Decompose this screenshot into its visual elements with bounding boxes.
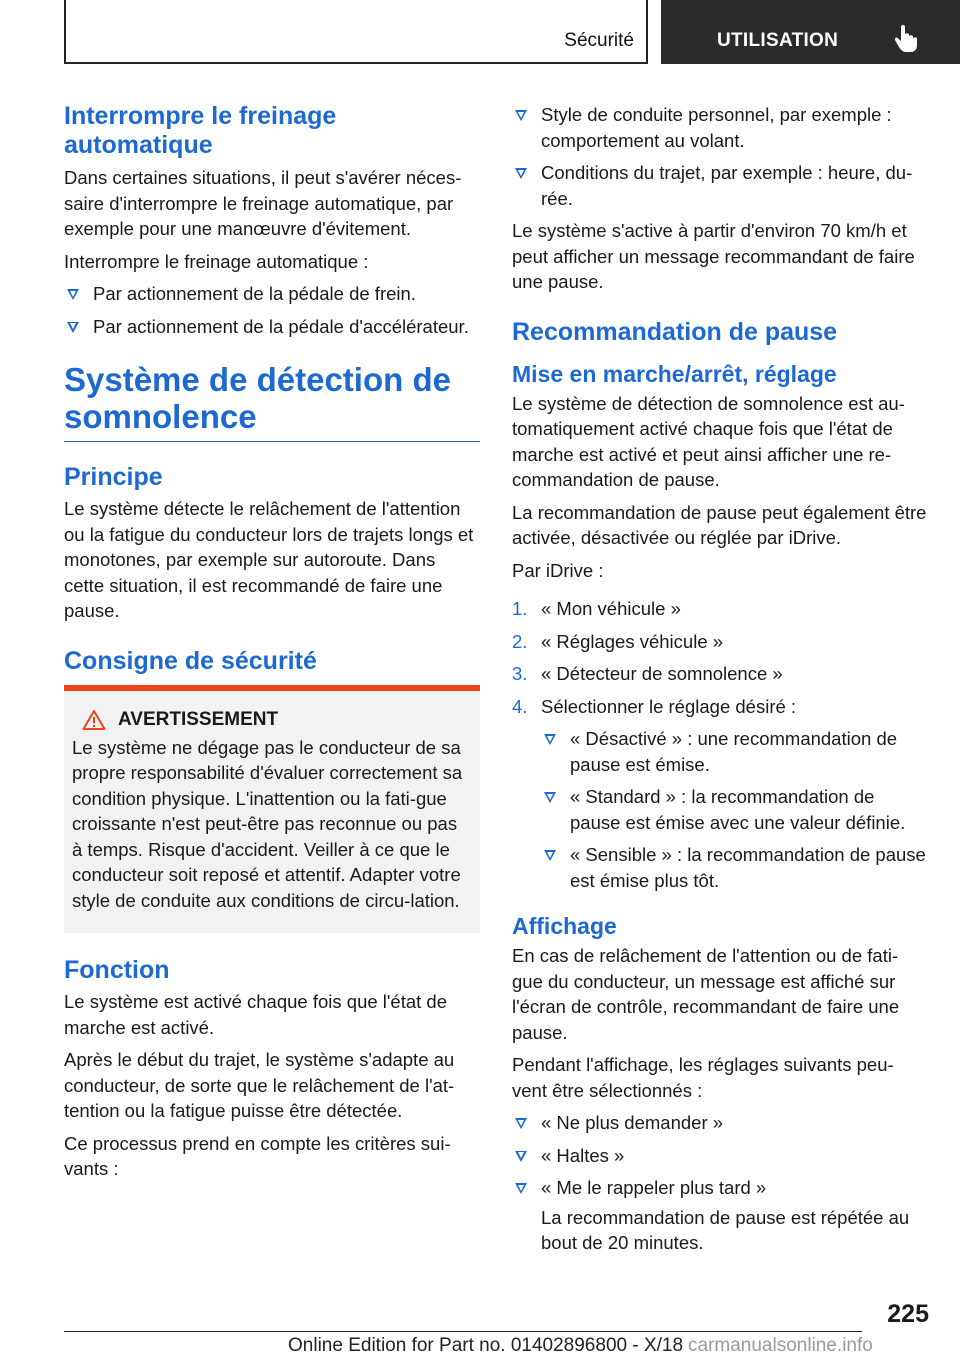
list-item bbox=[541, 784, 928, 835]
right-column bbox=[512, 102, 928, 1263]
step-item bbox=[512, 596, 928, 622]
list-item bbox=[64, 314, 480, 340]
header-tab bbox=[661, 0, 960, 64]
heading-recommandation: Recommandation de pause bbox=[512, 317, 838, 346]
step-text: « Mon véhicule » bbox=[541, 598, 681, 619]
triangle-bullet-icon bbox=[67, 289, 79, 300]
warning-title-text: AVERTISSEMENT bbox=[118, 708, 279, 730]
triangle-bullet-icon bbox=[67, 322, 79, 333]
step-item bbox=[512, 694, 928, 894]
list-item bbox=[64, 281, 480, 307]
step-number: 4. bbox=[512, 695, 528, 717]
step-number: 2. bbox=[512, 630, 528, 652]
list-item-text: Par actionnement de la pédale de frein. bbox=[93, 283, 416, 304]
paragraph-active: Le système s'active à partir d'environ 70 km/h et peut afficher un message recommandant de faire une pause. bbox=[512, 220, 915, 292]
steps-list bbox=[512, 596, 928, 893]
triangle-bullet-icon bbox=[515, 168, 527, 179]
list-item-text: « Standard » : la recommandation de pause est émise avec une valeur définie. bbox=[570, 786, 906, 833]
list-item-text: Style de conduite personnel, par exemple : comportement au volant. bbox=[541, 104, 892, 151]
list-item-text: « Sensible » : la recommandation de pause est émise plus tôt. bbox=[570, 844, 926, 891]
warning-title bbox=[72, 709, 472, 731]
paragraph-affichage-1: En cas de relâchement de l'attention ou de fati-gue du conducteur, un message est affiché sur l'écran de contrôle, recommandant de faire une pause. bbox=[512, 945, 900, 1043]
list-criteres bbox=[512, 102, 928, 211]
list-item-text: « Me le rappeler plus tard » bbox=[541, 1177, 767, 1198]
list-item bbox=[541, 842, 928, 893]
list-item bbox=[541, 726, 928, 777]
list-affichage bbox=[512, 1110, 928, 1201]
list-item-text: « Désactivé » : une recommandation de pause est émise. bbox=[570, 728, 898, 775]
triangle-bullet-icon bbox=[515, 1183, 527, 1194]
header-tab-label: UTILISATION bbox=[717, 30, 839, 51]
paragraph-fonction-1: Le système est activé chaque fois que l'état de marche est activé. bbox=[64, 991, 448, 1038]
paragraph-affichage-2: Pendant l'affichage, les réglages suivants peu-vent être sélectionnés : bbox=[512, 1054, 894, 1101]
paragraph-mise-1: Le système de détection de somnolence est au-tomatiquement activé chaque fois que l'état de marche est activé et peut ainsi afficher une re-commandation de pause. bbox=[512, 392, 905, 490]
triangle-bullet-icon bbox=[515, 1151, 527, 1162]
triangle-bullet-icon bbox=[515, 110, 527, 121]
paragraph-principe: Le système détecte le relâchement de l'attention ou la fatigue du conducteur lors de trajets longs et monotones, par exemple sur autoroute. Dans cette situation, il est recommandé de faire une pause. bbox=[64, 498, 474, 621]
header-section-title: Sécurité bbox=[564, 30, 634, 51]
triangle-bullet-icon bbox=[515, 1118, 527, 1129]
heading-fonction: Fonction bbox=[64, 956, 170, 984]
heading-rule bbox=[64, 441, 480, 442]
paragraph-mise-2: La recommandation de pause peut également être activée, désactivée ou réglée par iDrive. bbox=[512, 501, 927, 548]
substeps-list bbox=[541, 726, 928, 893]
list-item bbox=[512, 1143, 928, 1169]
heading-interrompre: Interrompre le freinage automatique bbox=[64, 102, 337, 159]
footer-edition: Online Edition for Part no. 01402896800 - X/18 bbox=[288, 1335, 684, 1356]
list-item bbox=[512, 1110, 928, 1136]
pointing-hand-icon bbox=[894, 24, 920, 54]
list-item bbox=[512, 160, 928, 211]
warning-triangle-icon bbox=[82, 709, 106, 731]
warning-text: Le système ne dégage pas le conducteur de sa propre responsabilité d'évaluer correctement sa condition physique. L'inattention ou la fati-gue croissante n'est peut-être pas reconnue ou pas à temps. Risque d'accident. Veiller à ce que le conducteur soit reposé et attentif. Adapter votre style de conduite aux conditions de circu-lation. bbox=[72, 736, 463, 911]
paragraph-interrompre-2: Interrompre le freinage automatique : bbox=[64, 250, 369, 272]
heading-consigne: Consigne de sécurité bbox=[64, 646, 317, 675]
step-text: Sélectionner le réglage désiré : bbox=[541, 695, 797, 717]
list-item-text: Par actionnement de la pédale d'accélérateur. bbox=[93, 315, 469, 337]
triangle-bullet-icon bbox=[544, 792, 556, 803]
list-item bbox=[512, 1175, 928, 1201]
triangle-bullet-icon bbox=[544, 734, 556, 745]
list-interrompre bbox=[64, 281, 480, 339]
heading-mise-en-marche: Mise en marche/arrêt, réglage bbox=[512, 360, 837, 387]
step-number: 1. bbox=[512, 598, 528, 619]
paragraph-fonction-3: Ce processus prend en compte les critères sui-vants : bbox=[64, 1132, 451, 1179]
warning-box bbox=[64, 685, 480, 934]
list-item bbox=[512, 102, 928, 153]
left-column bbox=[64, 102, 480, 1189]
step-number: 3. bbox=[512, 663, 528, 684]
paragraph-interrompre-1: Dans certaines situations, il peut s'avérer néces-saire d'interrompre le freinage automatique, par exemple pour une manœuvre d'évitement. bbox=[64, 167, 462, 239]
heading-systeme: Système de détection de somnolence bbox=[64, 361, 451, 435]
step-item bbox=[512, 629, 928, 655]
list-item-text: Conditions du trajet, par exemple : heure, du-rée. bbox=[541, 162, 913, 209]
step-text: « Détecteur de somnolence » bbox=[541, 663, 783, 684]
step-text: « Réglages véhicule » bbox=[541, 630, 724, 652]
footer-rule bbox=[64, 1331, 862, 1332]
list-item-text: « Ne plus demander » bbox=[541, 1112, 724, 1133]
footer-watermark: carmanualsonline.info bbox=[688, 1335, 873, 1356]
triangle-bullet-icon bbox=[544, 850, 556, 861]
heading-affichage: Affichage bbox=[512, 913, 617, 939]
page-number: 225 bbox=[887, 1300, 929, 1328]
header-frame bbox=[64, 0, 648, 64]
list-item-text: « Haltes » bbox=[541, 1144, 625, 1166]
paragraph-fonction-2: Après le début du trajet, le système s'adapte au conducteur, de sorte que le relâchement de l'at-tention ou la fatigue puisse être détectée. bbox=[64, 1049, 455, 1121]
heading-principe: Principe bbox=[64, 463, 163, 491]
step-item bbox=[512, 661, 928, 687]
paragraph-rappel: La recommandation de pause est répétée au bout de 20 minutes. bbox=[541, 1206, 910, 1253]
paragraph-mise-3: Par iDrive : bbox=[512, 559, 604, 581]
